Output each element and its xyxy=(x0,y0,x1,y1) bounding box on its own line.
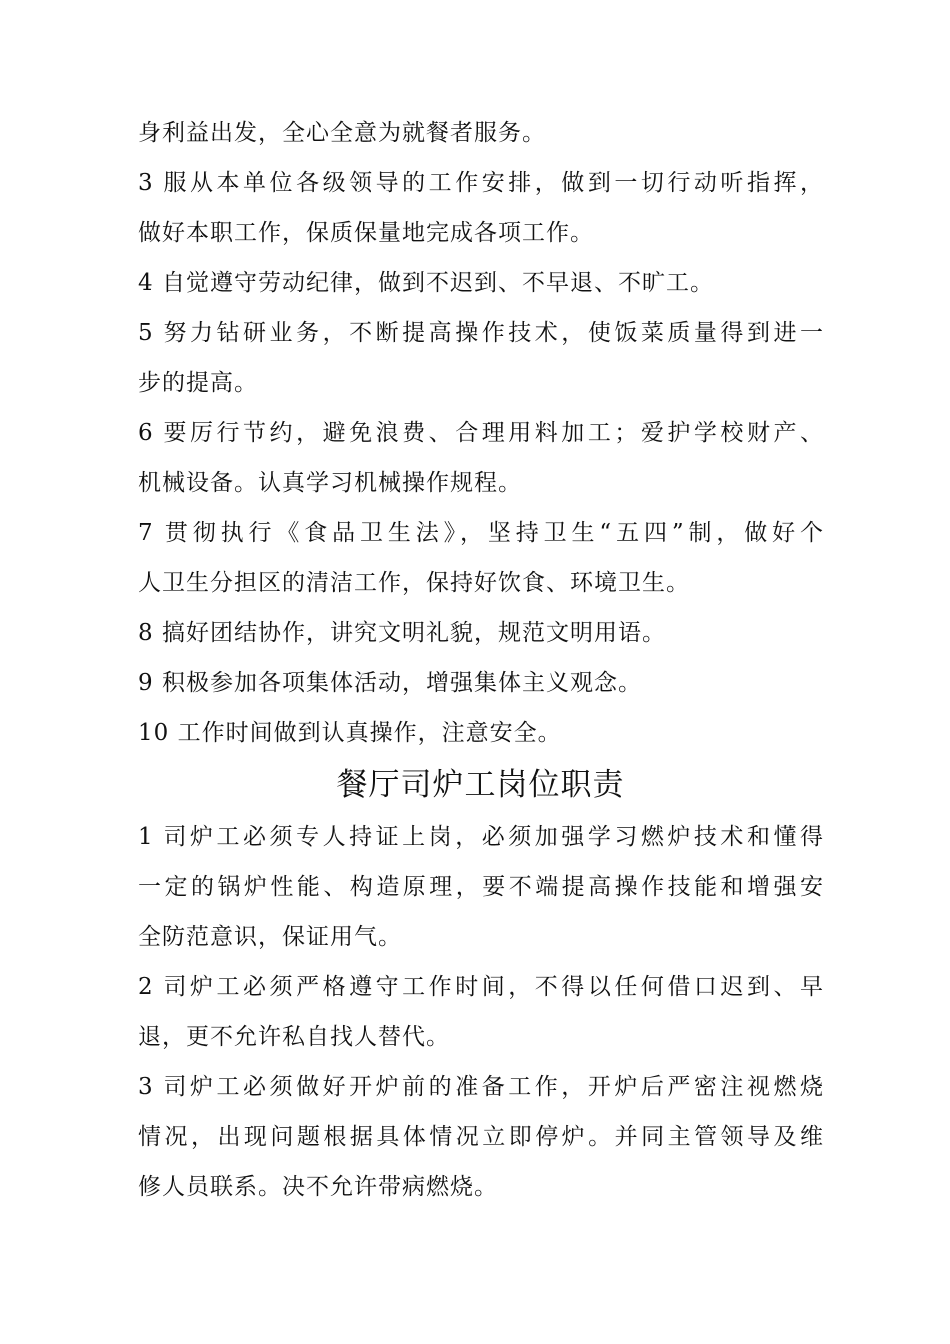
document-body xyxy=(138,108,823,1212)
text-line: 7 贯彻执行《食品卫生法》，坚持卫生“五四”制，做好个 xyxy=(138,520,823,546)
text-line: 5 努力钻研业务，不断提高操作技术，使饭菜质量得到进一 xyxy=(138,320,823,346)
duties-list-continued xyxy=(138,108,823,758)
text-line: 退，更不允许私自找人替代。 xyxy=(138,1024,450,1050)
text-line: 3 司炉工必须做好开炉前的准备工作，开炉后严密注视燃烧 xyxy=(138,1074,823,1100)
text-line: 全防范意识，保证用气。 xyxy=(138,924,402,950)
text-line: 情况，出现问题根据具体情况立即停炉。并同主管领导及维 xyxy=(138,1124,823,1150)
text-line: 步的提高。 xyxy=(138,370,258,396)
text-line: 机械设备。认真学习机械操作规程。 xyxy=(138,470,522,496)
text-line: 8 搞好团结协作，讲究文明礼貌，规范文明用语。 xyxy=(138,620,666,646)
text-line: 6 要厉行节约，避免浪费、合理用料加工；爱护学校财产、 xyxy=(138,420,823,446)
text-line: 一定的锅炉性能、构造原理，要不端提高操作技能和增强安 xyxy=(138,874,823,900)
section-title: 餐厅司炉工岗位职责 xyxy=(336,767,625,803)
text-line: 修人员联系。决不允许带病燃烧。 xyxy=(138,1174,498,1200)
text-line: 人卫生分担区的清洁工作，保持好饮食、环境卫生。 xyxy=(138,570,690,596)
text-line: 3 服从本单位各级领导的工作安排，做到一切行动听指挥， xyxy=(138,170,823,196)
text-line: 9 积极参加各项集体活动，增强集体主义观念。 xyxy=(138,670,642,696)
text-line: 4 自觉遵守劳动纪律，做到不迟到、不早退、不旷工。 xyxy=(138,270,714,296)
text-line: 身利益出发，全心全意为就餐者服务。 xyxy=(138,120,546,146)
text-line: 做好本职工作，保质保量地完成各项工作。 xyxy=(138,220,594,246)
text-line: 10 工作时间做到认真操作，注意安全。 xyxy=(138,720,562,746)
text-line: 1 司炉工必须专人持证上岗，必须加强学习燃炉技术和懂得 xyxy=(138,824,823,850)
boiler-operator-duties-list xyxy=(138,812,823,1212)
text-line: 2 司炉工必须严格遵守工作时间，不得以任何借口迟到、早 xyxy=(138,974,823,1000)
